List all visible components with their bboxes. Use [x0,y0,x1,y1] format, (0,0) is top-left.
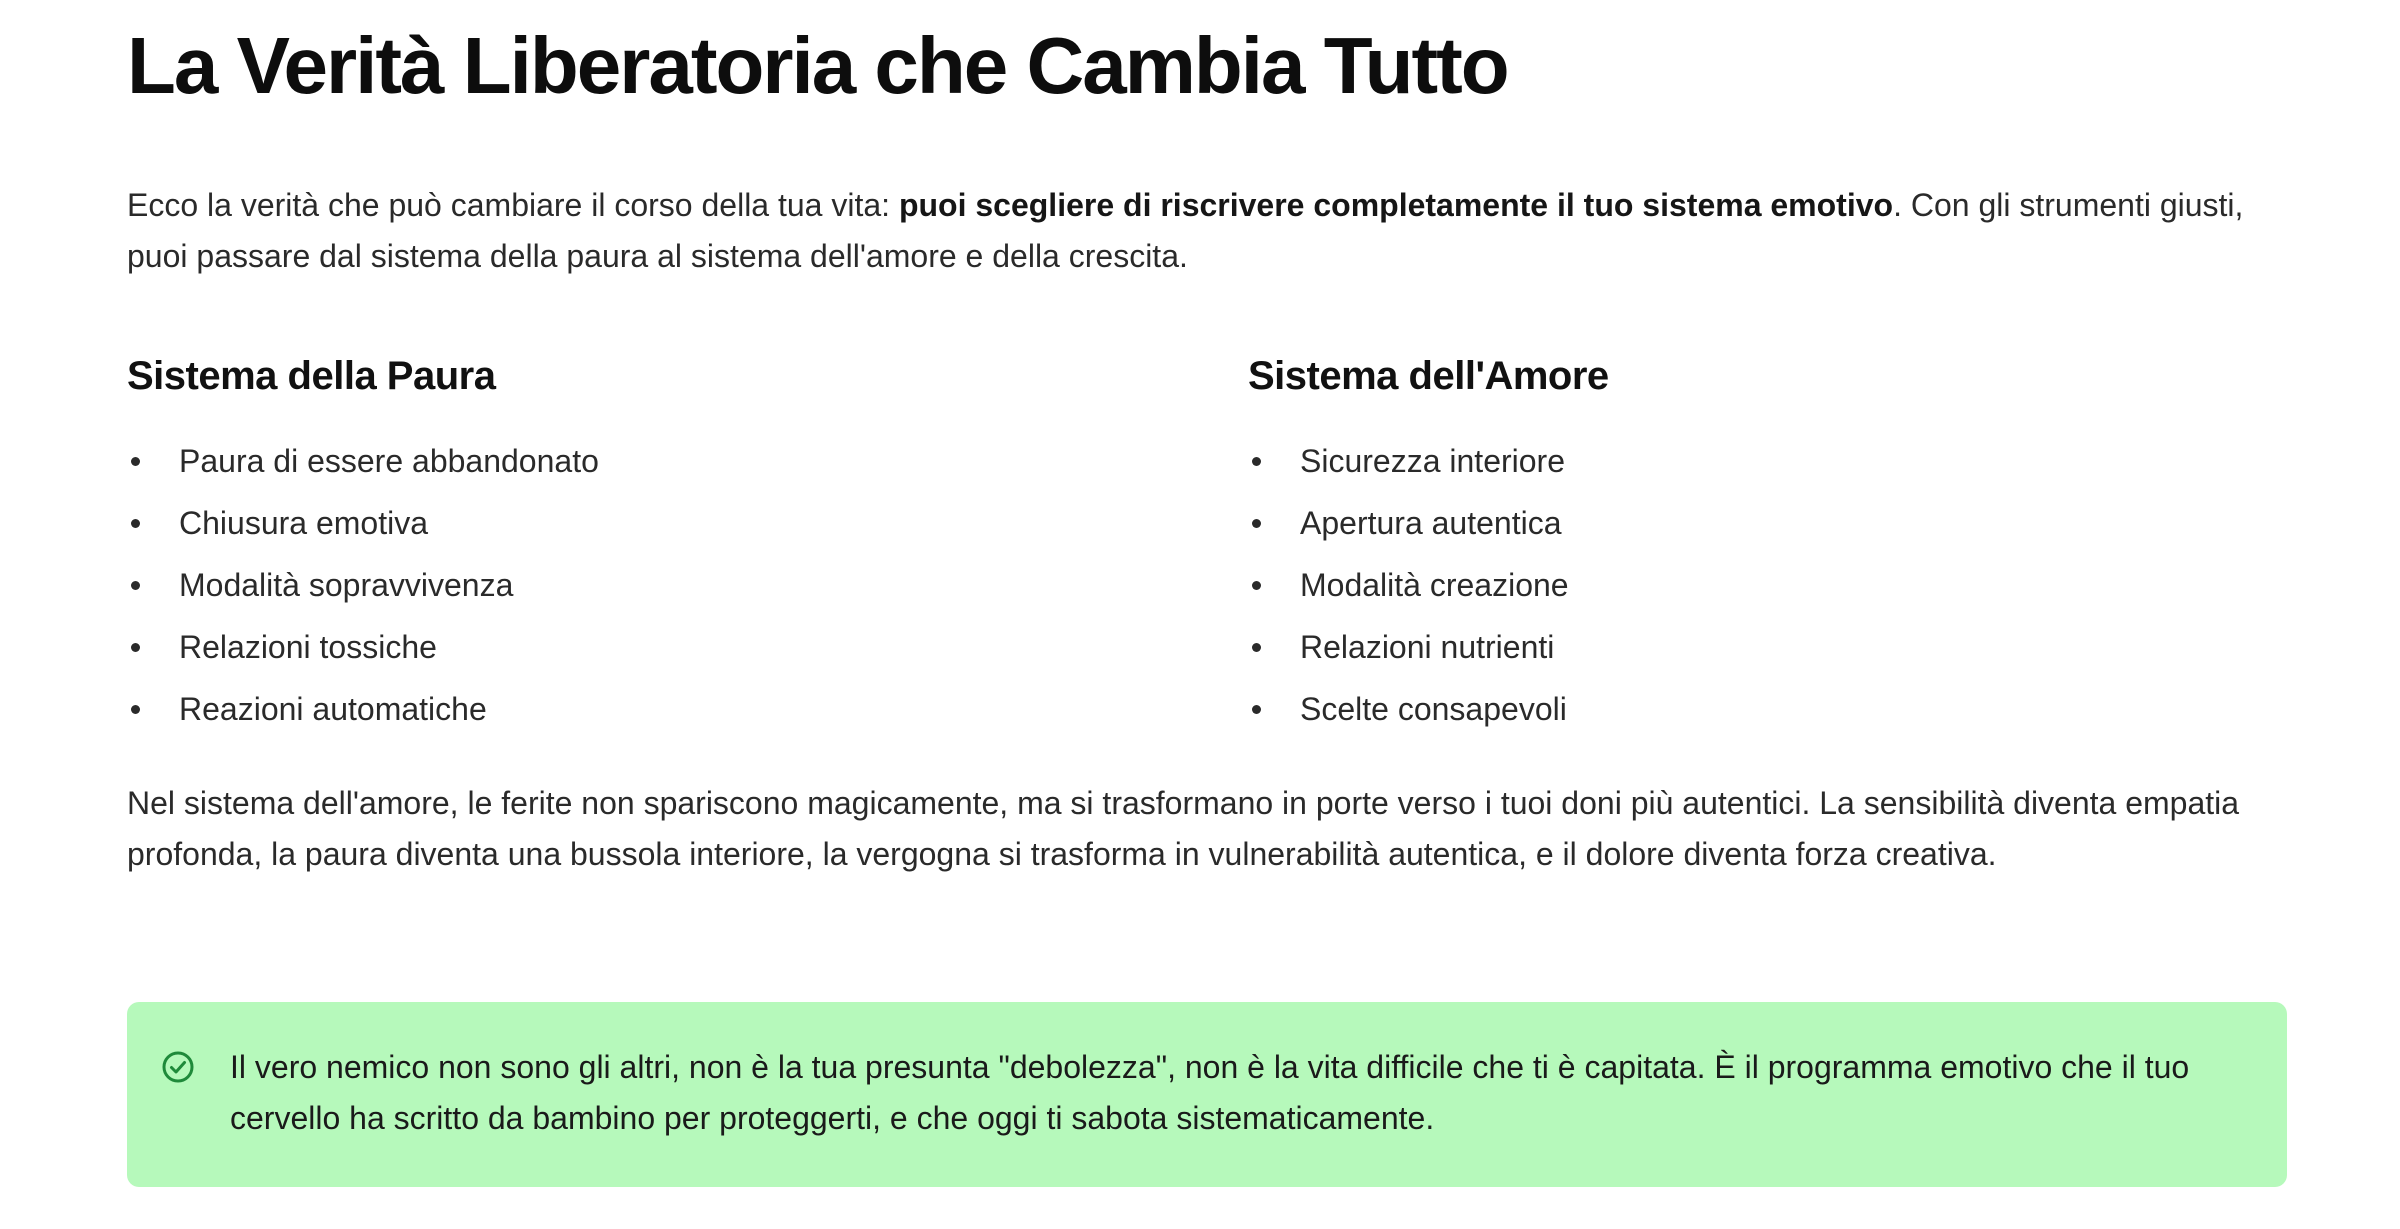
list-item [1248,616,2248,678]
list-item-label: Paura di essere abbandonato [179,443,599,479]
intro-text-before: Ecco la verità che può cambiare il corso della tua vita: [127,187,899,223]
list-item [127,554,1127,616]
bullet-icon [131,457,140,466]
list-item-label: Chiusura emotiva [179,505,428,541]
list-item [127,492,1127,554]
page-title: La Verità Liberatoria che Cambia Tutto [127,21,1508,110]
intro-text-after: . Con gli strumenti giusti, puoi passare dal sistema della paura al sistema dell'amore e della crescita. [127,187,2244,274]
callout-text: Il vero nemico non sono gli altri, non è la tua presunta "debolezza", non è la vita difficile che ti è capitata. È il programma emotivo che il tuo cervello ha scritto da bambino per proteggerti, e che oggi ti sabota sistematicamente. [230,1049,2190,1136]
intro-paragraph [127,180,2287,282]
bullet-icon [131,705,140,714]
love-system-heading: Sistema dell'Amore [1248,354,1609,398]
list-item [1248,678,2248,740]
list-item [127,616,1127,678]
list-item [1248,554,2248,616]
list-item-label: Relazioni tossiche [179,629,437,665]
list-item [127,678,1127,740]
list-item-label: Relazioni nutrienti [1300,629,1555,665]
list-item-label: Scelte consapevoli [1300,691,1567,727]
fear-system-heading: Sistema della Paura [127,354,496,398]
check-circle-icon [161,1050,195,1084]
outro-paragraph: Nel sistema dell'amore, le ferite non spariscono magicamente, ma si trasformano in porte verso i tuoi doni più autentici. La sensibilità diventa empatia profonda, la paura diventa una bussola interiore, la vergogna si trasforma in vulnerabilità autentica, e il dolore diventa forza creativa. [127,785,2240,872]
list-item-label: Apertura autentica [1300,505,1562,541]
list-item [1248,492,2248,554]
list-item-label: Modalità creazione [1300,567,1569,603]
bullet-icon [1252,581,1261,590]
intro-bold-text: puoi scegliere di riscrivere completamente il tuo sistema emotivo [898,187,1894,223]
bullet-icon [1252,519,1261,528]
list-item-label: Modalità sopravvivenza [179,567,514,603]
bullet-icon [1252,457,1261,466]
list-item [127,430,1127,492]
fear-system-column [127,348,1127,740]
bullet-icon [131,643,140,652]
callout-box [127,1002,2287,1187]
bullet-icon [131,519,140,528]
bullet-icon [1252,705,1261,714]
list-item [1248,430,2248,492]
bullet-icon [1252,643,1261,652]
fear-system-list [127,430,1127,740]
love-system-list [1248,430,2248,740]
list-item-label: Sicurezza interiore [1300,443,1565,479]
love-system-column [1248,348,2248,740]
bullet-icon [131,581,140,590]
list-item-label: Reazioni automatiche [179,691,487,727]
